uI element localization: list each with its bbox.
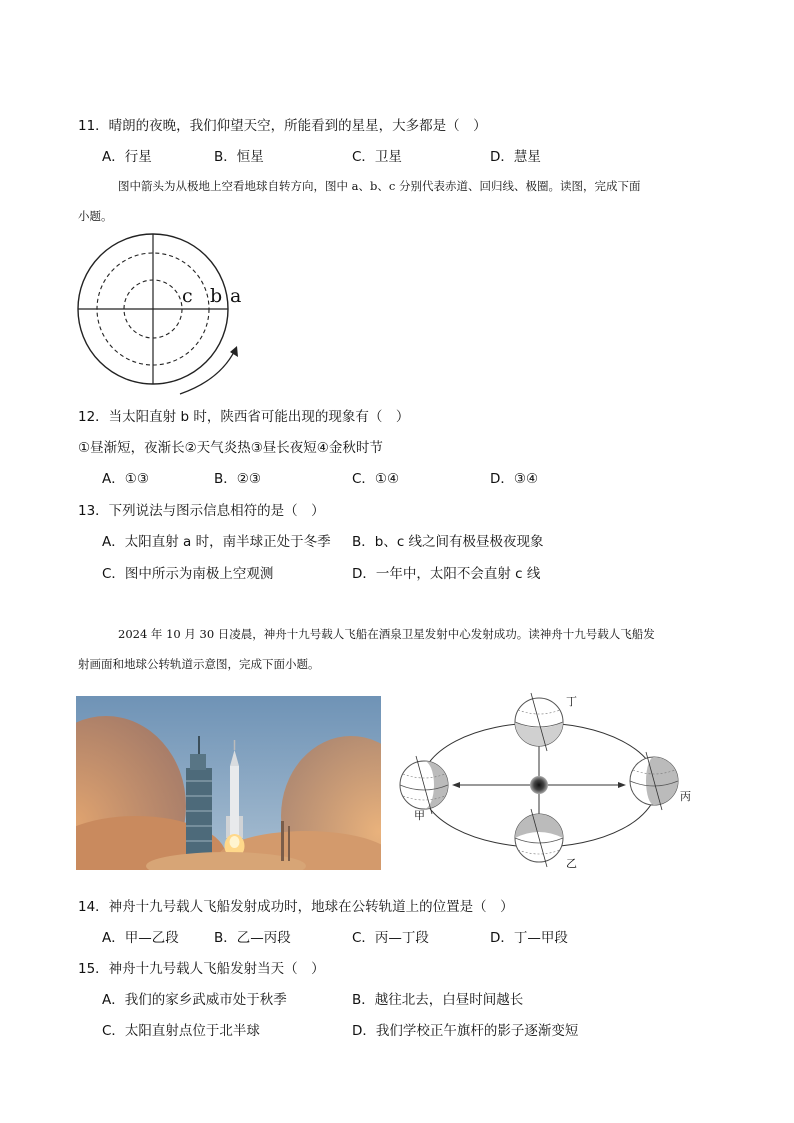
intro-2-line-1: 2024 年 10 月 30 日凌晨，神舟十九号载人飞船在酒泉卫星发射中心发射成功。读神舟十九号载人飞船发 (118, 627, 655, 641)
q12-option-a: A．①③ (102, 471, 149, 487)
sun-icon (530, 776, 548, 794)
q13-option-b: B．b、c 线之间有极昼极夜现象 (352, 534, 544, 550)
launch-tower (186, 768, 212, 860)
intro-1-line-1: 图中箭头为从极地上空看地球自转方向，图中 a、b、c 分别代表赤道、回归线、极圈。读图，完成下面 (118, 179, 641, 193)
q11-option-b: B．恒星 (214, 149, 264, 165)
label-ding: 丁 (566, 695, 577, 708)
rocket-launch-photo (76, 696, 381, 870)
label-bing: 丙 (680, 790, 691, 803)
label-yi: 乙 (566, 857, 577, 870)
question-15-stem: 15．神舟十九号载人飞船发射当天（ ） (78, 961, 325, 977)
label-b: b (210, 285, 223, 307)
q15-option-c: C．太阳直射点位于北半球 (102, 1023, 260, 1039)
rotation-arrow (180, 350, 235, 394)
arrow-head-icon (230, 346, 238, 357)
q14-option-a: A．甲—乙段 (102, 930, 179, 946)
q13-option-d: D．一年中，太阳不会直射 c 线 (352, 566, 541, 582)
q14-option-d: D．丁—甲段 (490, 930, 568, 946)
q13-option-a: A．太阳直射 a 时，南半球正处于冬季 (102, 534, 331, 550)
q15-option-a: A．我们的家乡武威市处于秋季 (102, 992, 287, 1008)
q15-option-d: D．我们学校正午旗杆的影子逐渐变短 (352, 1023, 579, 1039)
question-11-stem: 11．晴朗的夜晚，我们仰望天空，所能看到的星星，大多都是（ ） (78, 118, 487, 134)
q11-option-d: D．慧星 (490, 149, 541, 165)
rocket-body (230, 766, 239, 836)
earth-bing-icon (630, 752, 678, 810)
polar-view-svg (70, 230, 250, 400)
q12-statements: ①昼渐短，夜渐长②天气炎热③昼长夜短④金秋时节 (78, 440, 383, 456)
rocket-launch-svg (76, 696, 381, 870)
q11-option-a: A．行星 (102, 149, 152, 165)
orbit-diagram (396, 690, 706, 875)
earth-ding-icon (515, 693, 563, 751)
label-c: c (182, 285, 193, 307)
intro-2-line-2: 射画面和地球公转轨道示意图，完成下面小题。 (78, 657, 320, 671)
earth-jia-icon (400, 756, 448, 814)
q13-option-c: C．图中所示为南极上空观测 (102, 566, 274, 582)
question-12-stem: 12．当太阳直射 b 时，陕西省可能出现的现象有（ ） (78, 409, 410, 425)
label-jia: 甲 (414, 809, 425, 822)
orbit-svg (396, 690, 706, 875)
q12-option-c: C．①④ (352, 471, 400, 487)
q14-option-c: C．丙—丁段 (352, 930, 429, 946)
q11-option-c: C．卫星 (352, 149, 402, 165)
q12-option-d: D．③④ (490, 471, 539, 487)
polar-view-diagram (70, 230, 250, 400)
q14-option-b: B．乙—丙段 (214, 930, 291, 946)
label-a: a (230, 285, 242, 307)
question-14-stem: 14．神舟十九号载人飞船发射成功时，地球在公转轨道上的位置是（ ） (78, 899, 514, 915)
question-13-stem: 13．下列说法与图示信息相符的是（ ） (78, 503, 325, 519)
q15-option-b: B．越往北去，白昼时间越长 (352, 992, 524, 1008)
q12-option-b: B．②③ (214, 471, 261, 487)
earth-yi-icon (515, 809, 563, 867)
intro-1-line-2: 小题。 (78, 209, 113, 223)
